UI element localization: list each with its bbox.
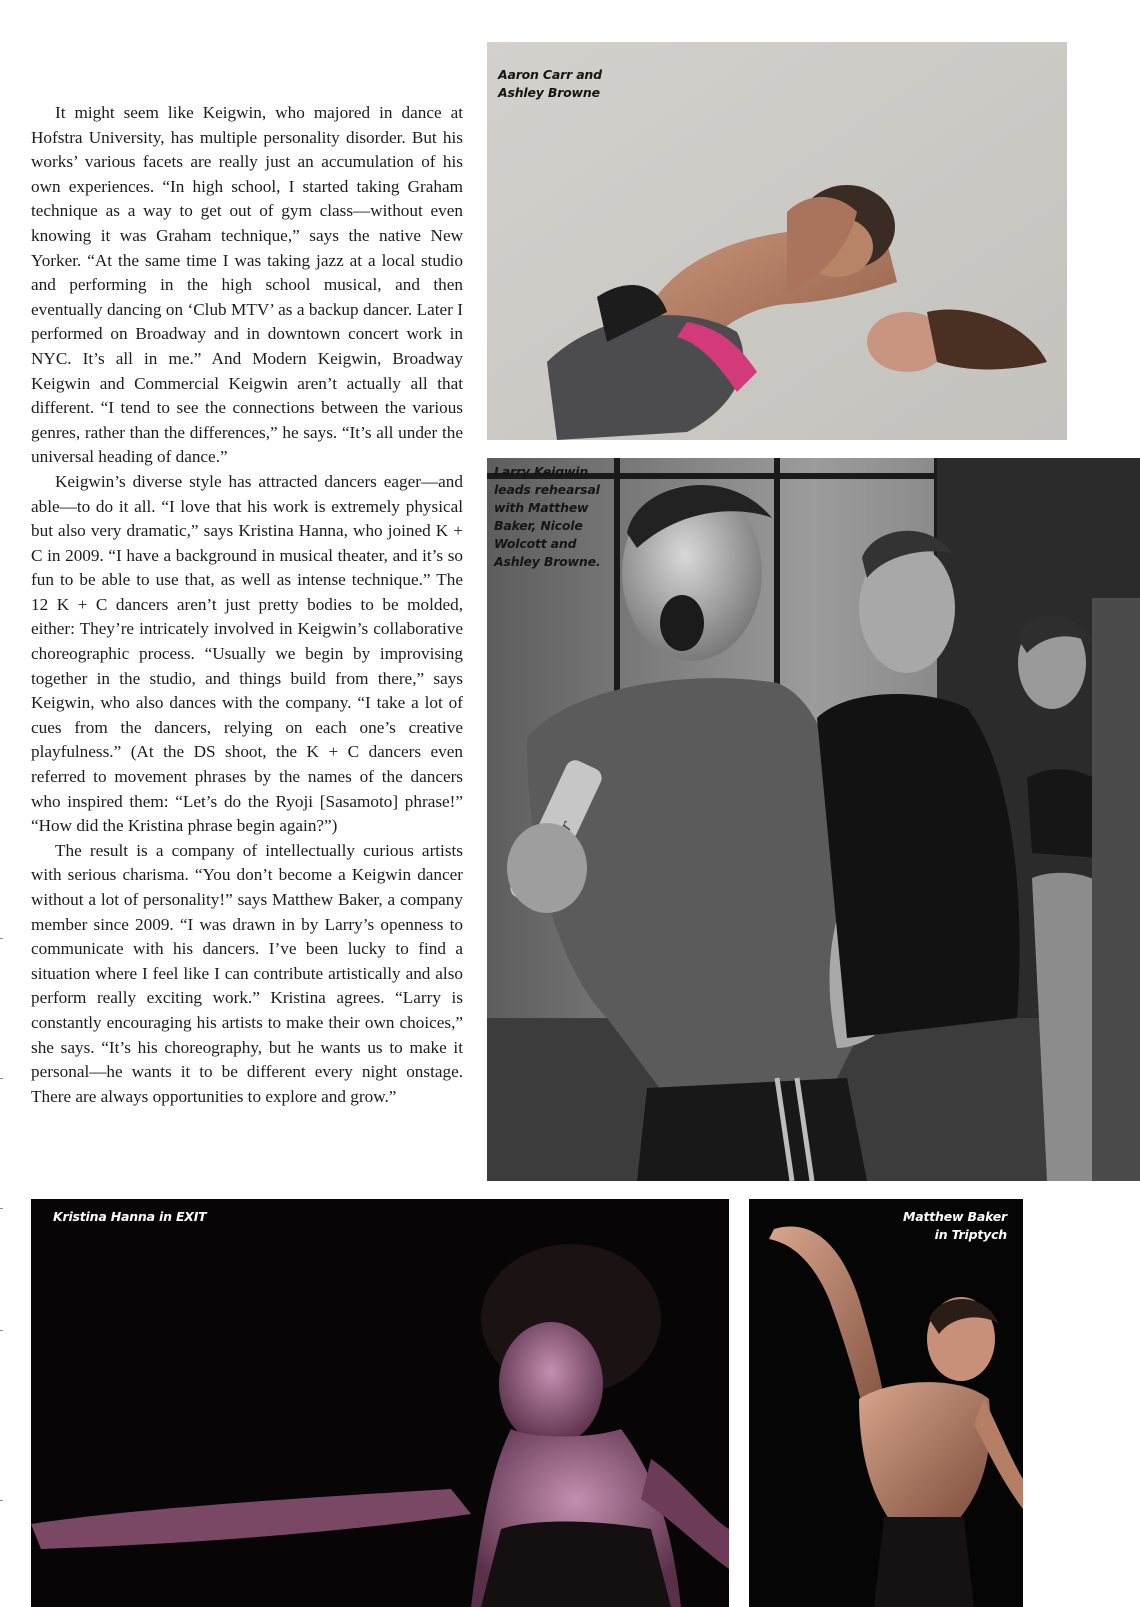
photo-matthew-triptych-caption bbox=[903, 1208, 1007, 1244]
photo-kristina-exit bbox=[31, 1199, 729, 1607]
caption-line: with Matthew bbox=[494, 500, 589, 515]
margin-mark bbox=[0, 938, 3, 939]
photo-kristina-exit-caption: Kristina Hanna in EXIT bbox=[53, 1209, 207, 1224]
photo-aaron-ashley bbox=[487, 42, 1067, 440]
caption-line: Baker, Nicole bbox=[494, 518, 583, 533]
caption-line: in Triptych bbox=[934, 1227, 1007, 1242]
caption-line: Matthew Baker bbox=[903, 1209, 1007, 1224]
photo-kristina-exit-image bbox=[31, 1199, 729, 1607]
photo-matthew-triptych bbox=[749, 1199, 1023, 1607]
caption-line: Ashley Browne. bbox=[494, 554, 601, 569]
margin-mark bbox=[0, 1330, 3, 1331]
caption-line: Larry Keigwin bbox=[494, 464, 589, 479]
photo-matthew-triptych-image bbox=[749, 1199, 1023, 1607]
paragraph-1: It might seem like Keigwin, who majored in dance at Hofstra University, has multiple personality disorder. But his works’ various facets are really just an accumulation of his own experiences. “In high school, I started taking Graham technique as a way to get out of gym class—without even knowing it was Graham technique,” says the native New Yorker. “At the same time I was taking jazz at a local studio and performing in the high school musical, and then eventually dancing on ‘Club MTV’ as a backup dancer. Later I performed on Broadway and in downtown concert work in NYC. It’s all in me.” And Modern Keigwin, Broadway Keigwin and Commercial Keigwin aren’t actually all that different. “I tend to see the connections between the various genres, rather than the differences,” he says. “It’s all under the universal heading of dance.” bbox=[31, 103, 463, 467]
caption-line: leads rehearsal bbox=[494, 482, 600, 497]
caption-line: Ashley Browne bbox=[498, 85, 600, 100]
photo-rehearsal bbox=[487, 458, 1140, 1181]
margin-mark bbox=[0, 1078, 3, 1079]
margin-mark bbox=[0, 1500, 3, 1501]
paragraph-2: Keigwin’s diverse style has attracted dancers eager—and able—to do it all. “I love that his work is extremely physical but also very dramatic,” says Kristina Hanna, who joined K + C in 2009. “I have a background in musical theater, and it’s so fun to be able to use that, as well as intense technique.” The 12 K + C dancers aren’t just pretty bodies to be molded, either: They’re intricately involved in Keigwin’s collaborative choreographic process. “Usually we begin by improvising together in the studio, and things build from there,” says Keigwin, who also dances with the company. “I take a lot of cues from the dancers, relying on each one’s creative playfulness.” (At the DS shoot, the K + C dancers even referred to movement phrases by the names of the dancers who inspired them: “Let’s do the Ryoji [Sasamoto] phrase!” “How did the Kristina phrase begin again?”) bbox=[31, 471, 463, 836]
article-body bbox=[31, 101, 463, 1109]
caption-line: Aaron Carr and bbox=[498, 67, 602, 82]
paragraph-3: The result is a company of intellectually curious artists with serious charisma. “You don’t become a Keigwin dancer without a lot of personality!” says Matthew Baker, a company member since 2009. “I was drawn in by Larry’s openness to communicate with his dancers. I’ve been lucky to find a situation where I feel like I can contribute artistically and also perform really exciting work.” Kristina agrees. “Larry is constantly encouraging his artists to make their own choices,” she says. “It’s his choreography, but he wants us to make it personal—he wants it to be different every night onstage. There are always opportunities to explore and grow.” bbox=[31, 840, 463, 1106]
photo-rehearsal-caption bbox=[494, 463, 600, 571]
photo-aaron-ashley-caption bbox=[498, 66, 602, 102]
margin-mark bbox=[0, 1208, 3, 1209]
caption-line: Wolcott and bbox=[494, 536, 577, 551]
